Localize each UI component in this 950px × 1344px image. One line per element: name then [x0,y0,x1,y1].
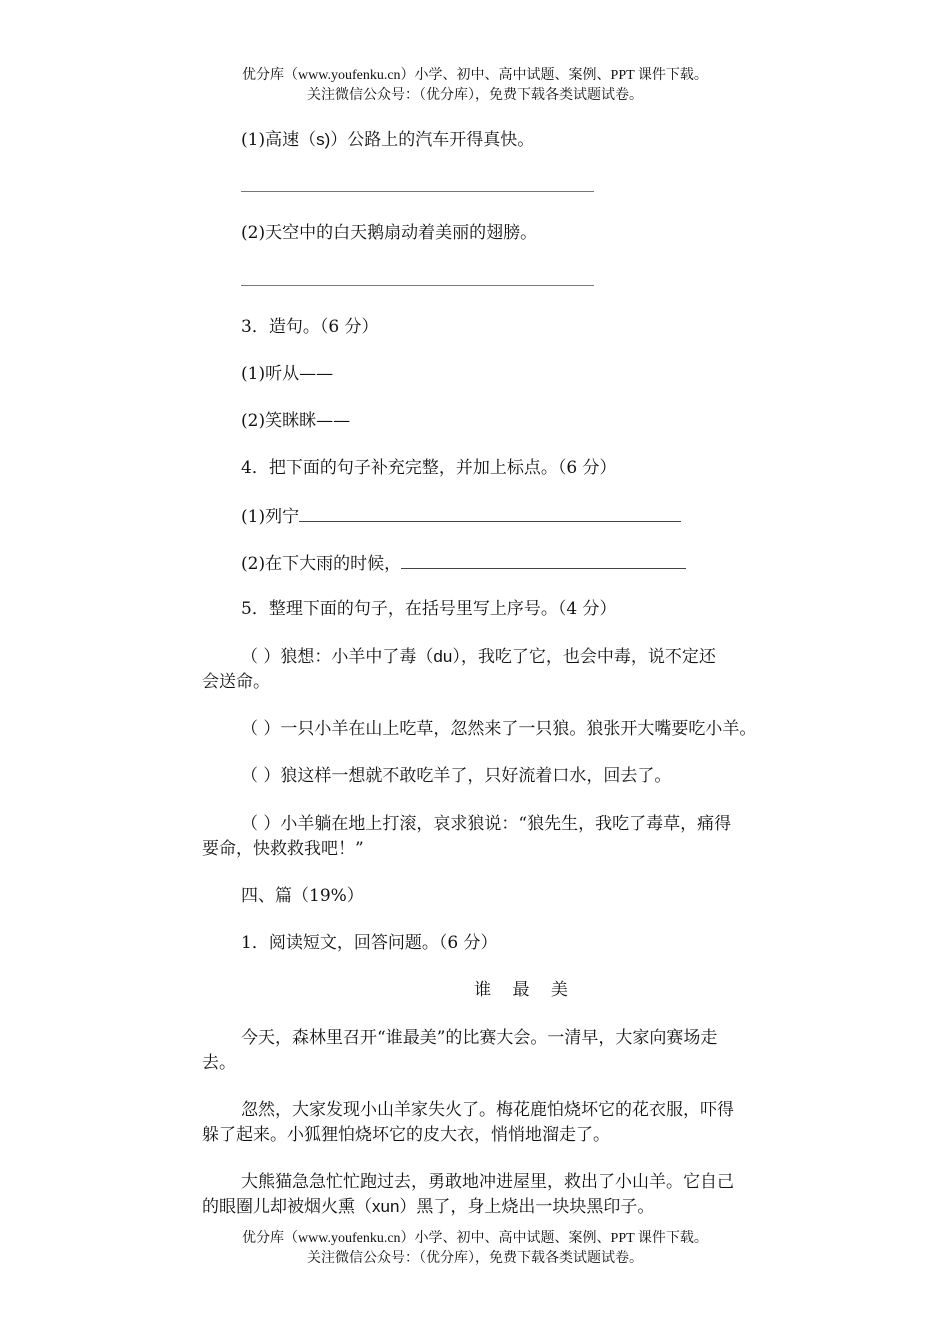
q4-item-1-label: (1)列宁 [241,507,300,527]
q5-sentence-1-cont: 会送命。 [202,672,270,692]
q4-item-1-blank [299,503,681,522]
passage-p3-line2-text-a: 的眼圈儿却被烟火熏（ [202,1197,372,1217]
q4-title: 4．把下面的句子补充完整，并加上标点。（6 分） [241,458,617,478]
q4-item-2 [241,550,686,576]
q5-sentence-2: （ ）一只小羊在山上吃草，忽然来了一只狼。狼张开大嘴要吃小羊。 [241,719,757,739]
q5-sentence-4-cont: 要命，快救救我吧！” [202,839,364,859]
q3-item-1: (1)听从—— [241,364,334,384]
q2-item-1-pinyin: s) [316,130,331,149]
q5-sentence-3: （ ）狼这样一想就不敢吃羊了，只好流着口水，回去了。 [241,766,672,786]
q3-title: 3．造句。（6 分） [241,317,379,337]
passage-p3-pinyin: xun [372,1197,400,1216]
footer-line-1: 优分库（www.youfenku.cn）小学、初中、高中试题、案例、PPT 课件下载。 [242,1231,708,1246]
passage-p3-line2-text-b: ）黑了，身上烧出一块块黑印子。 [399,1197,655,1217]
footer-line-2: 关注微信公众号：（优分库），免费下载各类试题试卷。 [307,1251,643,1266]
q2-item-2: (2)天空中的白天鹅扇动着美丽的翅膀。 [241,223,538,243]
q4-item-2-label: (2)在下大雨的时候， [241,554,402,574]
q3-item-2: (2)笑眯眯—— [241,411,351,431]
answer-line-2 [241,285,594,286]
q2-item-1 [241,128,534,152]
q5-sentence-1-pinyin: du [433,647,453,666]
section-4-q1: 1．阅读短文，回答问题。（6 分） [241,933,498,953]
q5-sentence-1 [241,645,716,669]
header-line-1: 优分库（www.youfenku.cn）小学、初中、高中试题、案例、PPT 课件下载。 [242,68,708,83]
passage-p1-line1: 今天，森林里召开“谁最美”的比赛大会。一清早，大家向赛场走 [241,1028,718,1048]
q4-item-1 [241,503,681,529]
passage-title: 谁 最 美 [474,980,576,1000]
passage-p3-line1: 大熊猫急急忙忙跑过去，勇敢地冲进屋里，救出了小山羊。它自己 [241,1172,734,1192]
q5-sentence-1-text-a: （ ）狼想：小羊中了毒（ [241,647,434,667]
passage-p2-line2: 躲了起来。小狐狸怕烧坏它的皮大衣，悄悄地溜走了。 [202,1125,610,1145]
q2-item-1-text-a: (1)高速（ [241,130,317,150]
q5-sentence-1-text-b: ），我吃了它，也会中毒，说不定还 [452,647,716,667]
q5-title: 5．整理下面的句子，在括号里写上序号。（4 分） [241,599,617,619]
passage-p1-line2: 去。 [202,1053,236,1073]
header-line-2: 关注微信公众号：（优分库），免费下载各类试题试卷。 [307,88,643,103]
q5-sentence-4: （ ）小羊躺在地上打滚，哀求狼说：“狼先生，我吃了毒草，痛得 [241,814,732,834]
passage-p2-line1: 忽然，大家发现小山羊家失火了。梅花鹿怕烧坏它的花衣服，吓得 [241,1100,734,1120]
section-4-title: 四、篇（19%） [241,886,364,906]
q4-item-2-blank [401,550,686,569]
answer-line-1 [241,191,594,192]
q2-item-1-text-b: ）公路上的汽车开得真快。 [330,130,535,150]
passage-p3-line2 [202,1195,654,1219]
